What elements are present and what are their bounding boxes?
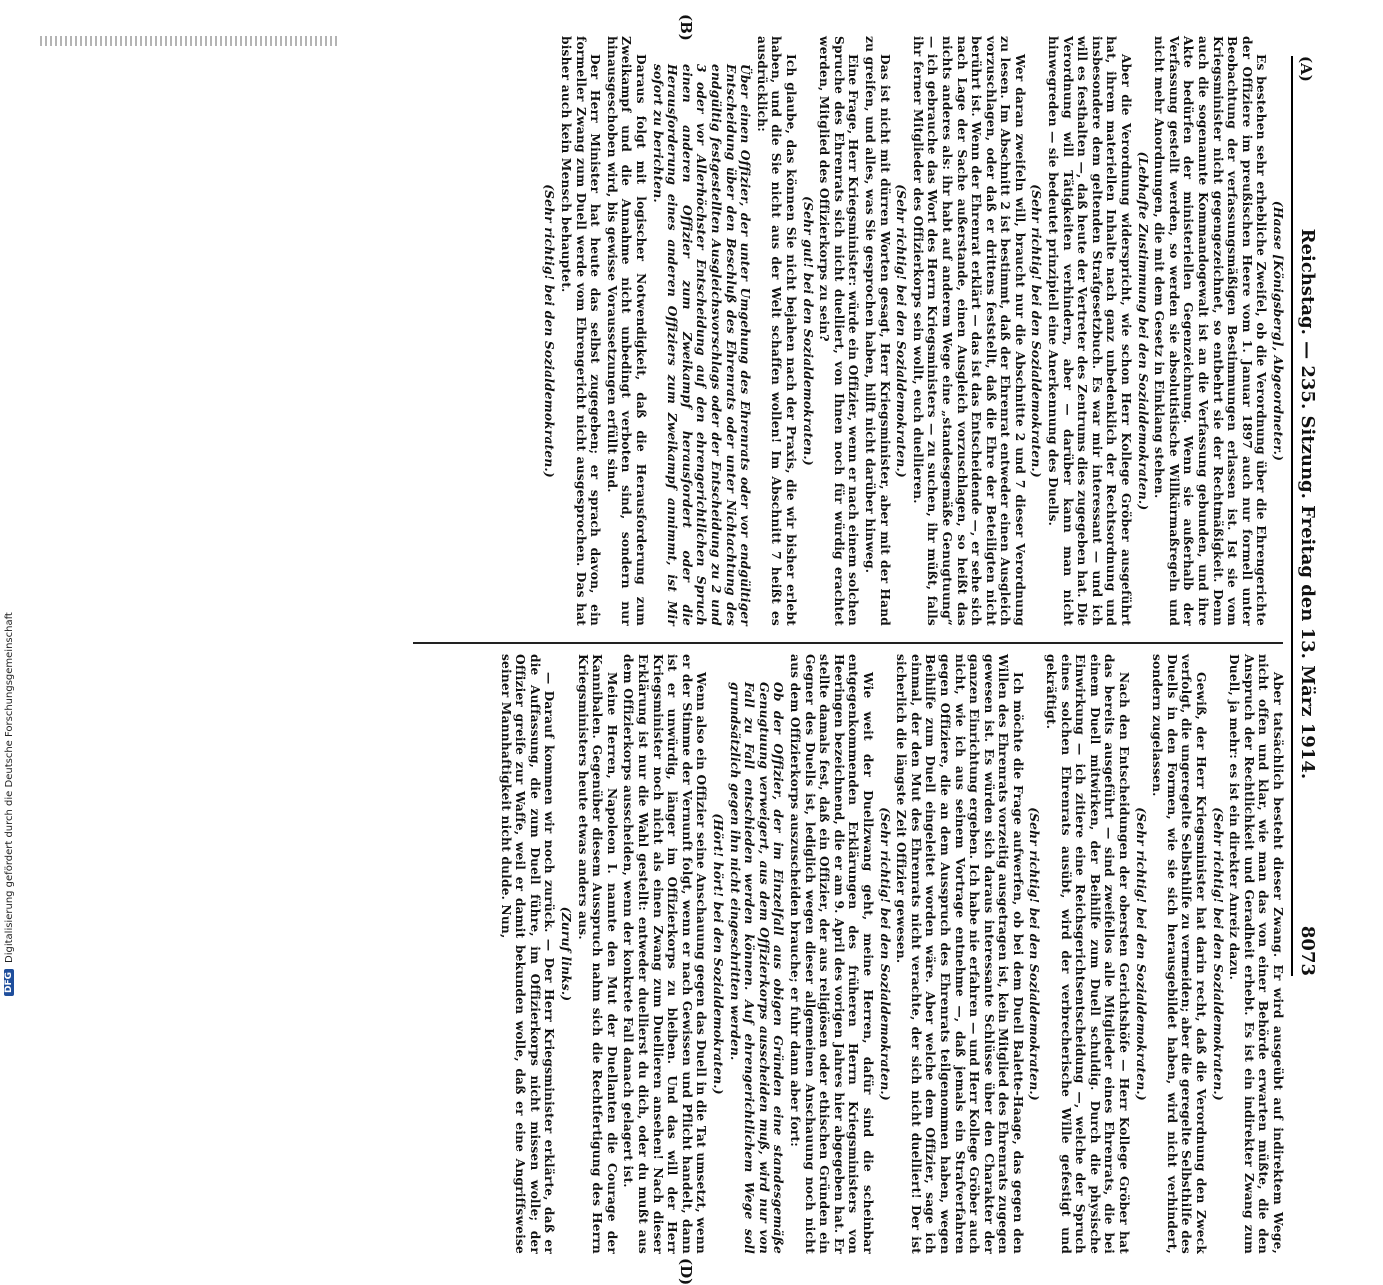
marker-d: (D) [677,1258,695,1285]
paragraph: Daraus folgt mit logischer Notwendigkeit, daß die Herausforderung zum Zweikampf und die Annahme nicht unbedingt verboten sind, sondern nur hinausgeschoben wird, bis gewisse Voraussetzungen erfüllt sind. [604,36,649,626]
quotation: Über einen Offizier, der unter Umgehung des Ehrenrats oder vor endgültiger Entscheidung über den Beschluß des Ehrenrats oder unter Nichtachtung des endgültig festgestellten Ausgleichsvorschlags oder der Entscheidung zu 2 und 3 oder vor Allerhöchster Entscheidung auf den ehrengerichtlichen Spruch einen anderen Offizier zum Zweikampf herausfordert oder die Herausforderung eines anderen Offiziers zum Zweikampf annimmt, ist Mir sofort zu berichten. [650,64,753,626]
interjection: (Sehr richtig! bei den Sozialdemokraten.) [894,184,909,478]
interjection: (Hört! hört! bei den Sozialdemokraten.) [711,813,726,1095]
left-column [540,36,1285,626]
paragraph: Das ist nicht mit dürren Worten gesagt, Herr Kriegsminister, aber mit der Hand zu greifen, und alles, was Sie gesprochen haben, hilft nicht darüber hinweg. [862,36,892,626]
page-header [1291,56,1335,976]
interjection: (Haase [Königsberg], Abgeordneter.) [1271,200,1285,462]
quotation: Ob der Offizier, der im Einzelfall aus obigen Gründen eine standesgemäße Genugtuung verweigert, aus dem Offizierkorps ausscheiden muß, wird nur von Fall zu Fall entschieden werden können. Auf ehrengerichtlichem Wege soll grundsätzlich gegen ihn nicht eingeschritten werden. [727,682,786,1254]
marker-a: (A) [1297,56,1315,82]
interjection: (Sehr richtig! bei den Sozialdemokraten.) [542,184,557,478]
paragraph: Wer daran zweifeln will, braucht nur die Abschnitte 2 und 7 dieser Verordnung zu lesen. Im Abschnitt 2 ist bestimmt, daß der Ehrenrat entweder einen Ausgleich vorzuschlagen, oder daß er drittens feststellt, daß die Ehre der Beteiligten nicht berührt ist. Wenn der Ehrenrat erklärt — das ist das Entscheidende —, er sehe sich nach Lage der Sache außerstande, einen Ausgleich vorzuschlagen, so heißt das nichts anderes als: ihr habt auf anderem Wege eine „standesgemäße Genugtuung“ — ich gebrauche das Wort des Herrn Kriegsministers — zu suchen, ihr müßt, falls ihr ferner Mitglieder des Offizierkorps sein wollt, euch duellieren. [910,36,1027,626]
interjection: (Sehr richtig! bei den Sozialdemokraten.) [1029,184,1044,478]
interjection: (Sehr richtig! bei den Sozialdemokraten.) [1210,807,1225,1101]
paragraph: Eine Frage, Herr Kriegsminister: würde ein Offizier, wenn er nach einem solchen Spruche des Ehrenrats sich nicht duelliert, von Ihnen noch für würdig erachtet werden, Mitglied des Offizierkorps zu sein? [817,36,861,626]
paragraph: Ich glaube, das können Sie nicht bejahen nach der Praxis, die wir bisher erlebt haben, und die Sie nicht aus der Welt schaffen wollen! Im Abschnitt 7 heißt es ausdrücklich: [754,36,798,626]
paragraph: Nach den Entscheidungen der obersten Gerichtshöfe — Herr Kollege Gröber hat das bereits ausgeführt — sind zweifellos alle Mitglieder eines Ehrenrats, die bei einem Duell mitwirken, der Beihilfe zum Duell schuldig. Durch die physische Einwirkung — ich zitiere eine Reichsgerichtsentscheidung —, welche der Spruch eines solchen Ehrenrats ausübt, wird der verbrecherische Wille gefestigt und gekräftigt. [1044,654,1132,1254]
paragraph: Aber tatsächlich besteht dieser Zwang. Er wird ausgeübt auf indirektem Wege, nicht offen und klar, wie man das von einer Behörde erwarten müßte, die den Anspruch der Rechtlichkeit und Geradheit erhebt. Es ist ein indirekter Zwang zum Duell, ja mehr: es ist ein direkter Anreiz dazu. [1227,654,1285,1254]
marker-b: (B) [677,14,695,41]
interjection: (Zuruf links.) [559,906,574,1002]
page-number: 8073 [1297,925,1318,976]
paragraph: Wenn also ein Offizier seine Anschauung gegen das Duell in die Tat umsetzt, wenn er der Stimme der Vernunft folgt, wenn er nach Gewissen und Pflicht handelt, dann ist er unwürdig, länger im Offizierkorps zu bleiben. Und das will der Herr Kriegsminister noch nicht als einen Zwang zum Duellieren ansehen! Nach dieser Erklärung ist nur die Wahl gestellt: entweder duellierst du dich, oder du mußt aus dem Offizierkorps ausscheiden, wenn der konkrete Fall danach gelagert ist. [621,654,709,1254]
paragraph: Meine Herren, Napoleon I. nannte den Mut der Duellanten die Courage der Kannibalen. Gegenüber diesem Ausspruch nahm sich die Rechtfertigung des Herrn Kriegsministers heute etwas anders aus. [575,654,619,1254]
rotated-page [75,14,1335,1285]
dfg-logo: DFG [4,969,14,996]
interjection: (Sehr richtig! bei den Sozialdemokraten.) [1027,807,1042,1101]
paragraph: Aber die Verordnung widerspricht, wie schon Herr Kollege Gröber ausgeführt hat, ihrem materiellen Inhalte nach ganz unbedenklich der Rechtsordnung und insbesondere dem geltenden Strafgesetzbuch. Es war mir interessant — und ich will es festhalten —, daß heute der Vertreter des Zentrums dies zugegeben hat. Die Verordnung will Tätigkeiten verhindern, aber — darüber kann man nicht hinwegreden — sie bedeutet prinzipiell eine Anerkennung des Duells. [1046,36,1134,626]
interjection: (Lebhafte Zustimmung bei den Sozialdemokraten.) [1135,151,1150,511]
paragraph: Ich möchte die Frage aufwerfen, ob bei dem Duell Balette-Haage, das gegen den Willen des Ehrenrats vorzeitig ausgetragen ist, kein Mitglied des Ehrenrats zugegen gewesen ist. Es würden sich daraus interessante Schlüsse über den Charakter der ganzen Einrichtung ergeben. Ich habe nie erfahren — und Herr Kollege Gröber auch nicht, wie ich aus seinem Vortrage entnehme —, daß jemals ein Strafverfahren gegen Offiziere, die an dem Ausspruch des Ehrenrats teilgenommen haben, wegen Beihilfe zum Duell eingeleitet worden wäre. Aber welche dem Offizier, sage ich einmal, der den Mut des Ehrenrats nicht verachte, der sich nicht duelliert! Der ist sicherlich die längste Zeit Offizier gewesen. [894,654,1025,1254]
paragraph: Gewiß, der Herr Kriegsminister hat darin recht, daß die Verordnung den Zweck verfolgt, die ungeregelte Selbsthilfe zu vermeiden; aber die geregelte Selbsthilfe des Duells in den Formen, wie sie sich herausgebildet haben, wird nicht verhindert, sondern zugelassen. [1150,654,1209,1254]
paragraph: Der Herr Minister hat heute das selbst zugegeben; er sprach davon, ein formeller Zwang zum Duell werde vom Ehrengericht nicht ausgesprochen. Das hat bisher auch kein Mensch behauptet. [559,36,603,626]
column-divider [413,642,1283,644]
page-title: Reichstag. — 235. Sitzung. Freitag den 13. März 1914. [1297,228,1318,780]
interjection: (Sehr richtig! bei den Sozialdemokraten.) [877,807,892,1101]
dfg-credit-text: Digitalisierung gefördert durch die Deutsche Forschungsgemeinschaft [3,612,15,963]
paragraph: Wie weit der Duellzwang geht, meine Herren, dafür sind die scheinbar entgegenkommenden Erklärungen des früheren Herrn Kriegsministers von Heeringen bezeichnend, die er am 9. April des vorigen Jahres hier abgegeben hat. Er stellte damals fest, daß ein Offizier, der aus religiösen oder ethischen Gründen ein Gegner des Duells ist, lediglich wegen dieser allgemeinen Anschauung noch nicht aus dem Offizierkorps auszuscheiden brauche; er fuhr dann aber fort: [788,654,875,1254]
paragraph: — Darauf kommen wir noch zurück. — Der Herr Kriegsminister erklärte, daß er die Auffassung, die zum Duell führe, im Offizierkorps nicht missen wolle; der Offizier greife zur Waffe, weil er damit bekunden wolle, daß er eine Angriffsweise seiner Mannhaftigkeit nicht dulde. Nun, [498,654,557,1254]
right-column [496,654,1285,1254]
dfg-credit-strip [0,0,18,1000]
paragraph: Es bestehen sehr erhebliche Zweifel, ob die Verordnung über die Ehrengerichte der Offiziere im preußischen Heere vom 1. Januar 1897 auch nur formell unter Beobachtung der verfassungsmäßigen Bestimmungen erlassen ist. Ist sie vom Kriegsminister nicht gegengezeichnet, so entbehrt sie der Rechtmäßigkeit. Denn auch die sogenannte Kommandogewalt ist an die Verfassung gebunden, und ihre Akte bedürfen der ministeriellen Gegenzeichnung. Wenn sie außerhalb der Verfassung gestellt werden, so werden sie absolutistische Willkürmaßregeln und nicht mehr Anordnungen, die mit dem Gesetz in Einklang stehen. [1152,36,1269,626]
interjection: (Sehr gut! bei den Sozialdemokraten.) [800,196,815,466]
interjection: (Sehr richtig! bei den Sozialdemokraten.) [1133,807,1148,1101]
